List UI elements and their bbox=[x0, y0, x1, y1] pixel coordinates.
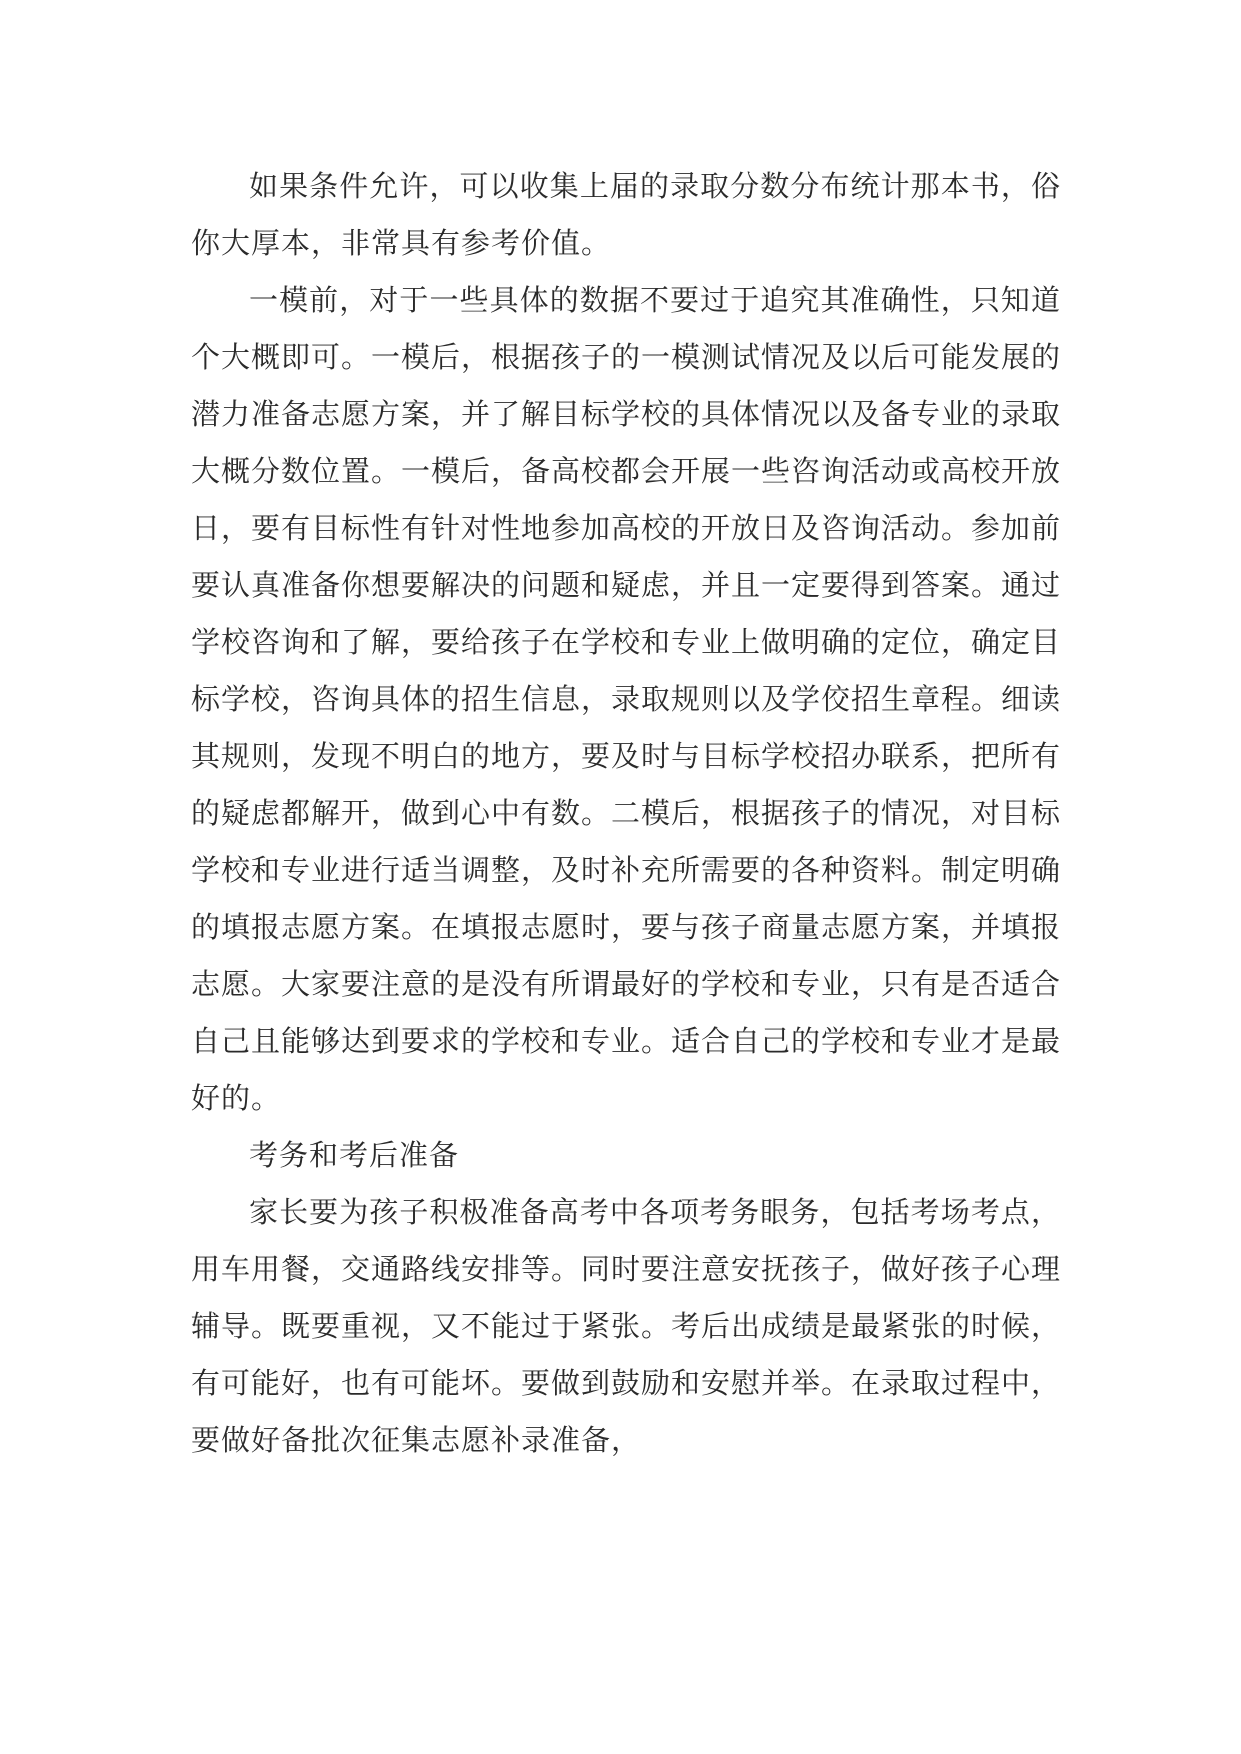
paragraph-mock-exam-planning: 一模前，对于一些具体的数据不要过于追究其准确性，只知道个大概即可。一模后，根据孩子的一模测试情况及以后可能发展的潜力准备志愿方案，并了解目标学校的具体情况以及备专业的录取大概分数位置。一模后，备高校都会开展一些咨询活动或高校开放日，要有目标性有针对性地参加高校的开放日及咨询活动。参加前要认真准备你想要解决的问题和疑虑，并且一定要得到答案。通过学校咨询和了解，要给孩子在学校和专业上做明确的定位，确定目标学校，咨询具体的招生信息，录取规则以及学佼招生章程。细读其规则，发现不明白的地方，要及时与目标学校招办联系，把所有的疑虑都解开，做到心中有数。二模后，根据孩子的情况，对目标学校和专业进行适当调整，及时补充所需要的各种资料。制定明确的填报志愿方案。在填报志愿时，要与孩子商量志愿方案，并填报志愿。大家要注意的是没有所谓最好的学校和专业，只有是否适合自己且能够达到要求的学校和专业。适合自己的学校和专业才是最好的。 bbox=[191, 283, 1062, 1115]
section-heading-exam-affairs: 考务和考后准备 bbox=[249, 1138, 460, 1172]
paragraph-exam-affairs: 家长要为孩子积极准备高考中各项考务眼务，包括考场考点，用车用餐，交通路线安排等。同时要注意安抚孩子，做好孩子心理辅导。既要重视，又不能过于紧张。考后出成绩是最紧张的时候，有可能好，也有可能坏。要做到鼓励和安慰并举。在录取过程中，要做好备批次征集志愿补录准备， bbox=[191, 1195, 1062, 1457]
paragraph-reference-book: 如果条件允许，可以收集上届的录取分数分布统计那本书，俗你大厚本，非常具有参考价值。 bbox=[191, 169, 1061, 260]
document-body bbox=[191, 158, 1061, 1469]
